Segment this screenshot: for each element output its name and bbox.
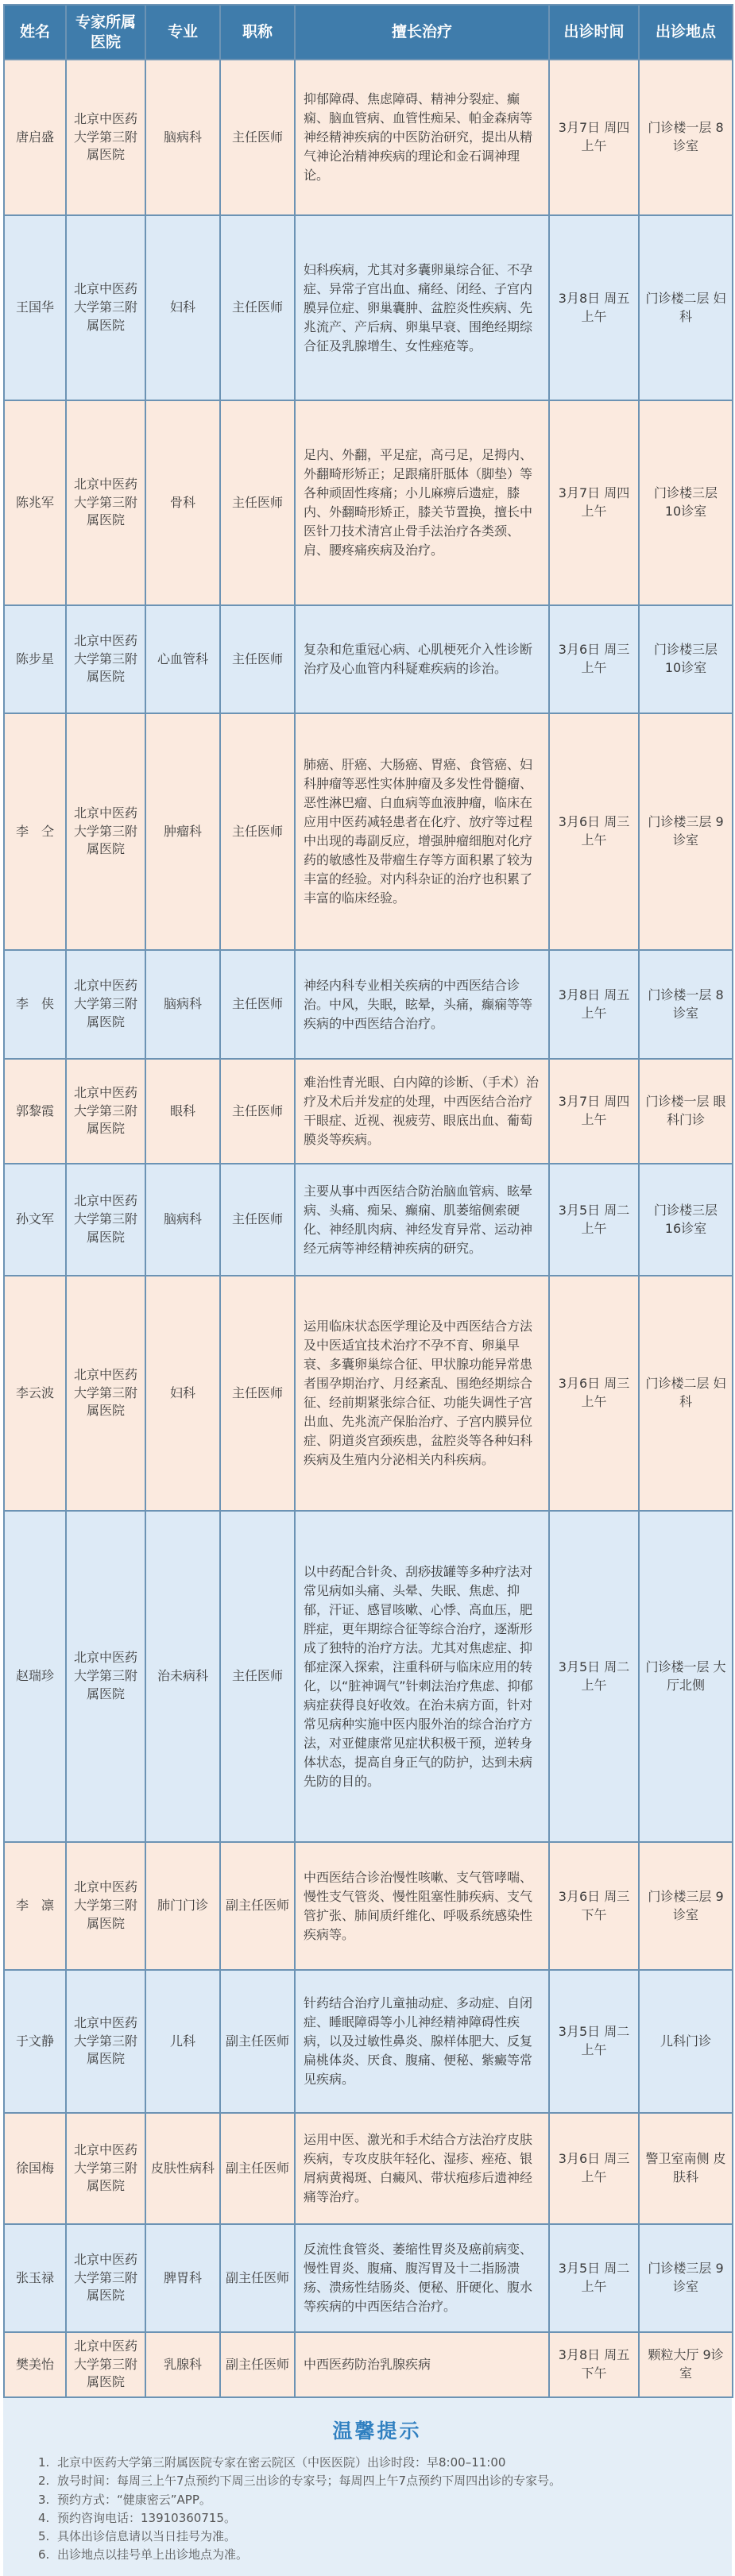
clinic-time: 3月6日 周三上午 [549, 1276, 639, 1511]
tips-panel [3, 2398, 732, 2576]
doctor-hospital: 北京中医药大学第三附属医院 [66, 950, 145, 1059]
tip-text: 预约咨询电话：13910360715。 [57, 2510, 236, 2525]
clinic-place: 门诊楼二层 妇科 [639, 1276, 733, 1511]
clinic-time: 3月8日 周五上午 [549, 215, 639, 400]
table-row [4, 2224, 733, 2332]
doctor-name: 陈兆军 [4, 400, 66, 605]
doctor-hospital: 北京中医药大学第三附属医院 [66, 60, 145, 215]
clinic-place: 门诊楼一层 8诊室 [639, 950, 733, 1059]
clinic-time: 3月6日 周三下午 [549, 1842, 639, 1970]
doctor-title: 副主任医师 [220, 2113, 295, 2224]
clinic-place: 门诊楼二层 妇科 [639, 215, 733, 400]
tip-item [38, 2454, 716, 2472]
header-specialty: 擅长治疗 [295, 5, 549, 60]
doctor-name: 樊美怡 [4, 2332, 66, 2397]
doctor-hospital: 北京中医药大学第三附属医院 [66, 1842, 145, 1970]
clinic-time: 3月5日 周二上午 [549, 1970, 639, 2113]
doctor-hospital: 北京中医药大学第三附属医院 [66, 1970, 145, 2113]
doctor-hospital: 北京中医药大学第三附属医院 [66, 605, 145, 713]
doctor-hospital: 北京中医药大学第三附属医院 [66, 2224, 145, 2332]
clinic-time: 3月8日 周五上午 [549, 950, 639, 1059]
doctor-title: 主任医师 [220, 1059, 295, 1164]
doctor-hospital: 北京中医药大学第三附属医院 [66, 2332, 145, 2397]
doctor-title: 副主任医师 [220, 2224, 295, 2332]
table-row [4, 713, 733, 950]
tip-text: 出诊地点以挂号单上出诊地点为准。 [57, 2547, 249, 2562]
tips-list [38, 2454, 716, 2565]
clinic-time: 3月5日 周二上午 [549, 1511, 639, 1842]
tip-item [38, 2546, 716, 2564]
clinic-place: 门诊楼三层 9诊室 [639, 1842, 733, 1970]
doctor-name: 郭黎霞 [4, 1059, 66, 1164]
doctor-specialty: 足内、外翻，平足症，高弓足，足拇内、外翻畸形矫正；足跟痛肝胝体（脚垫）等各种顽固性疼痛；小儿麻痹后遗症，膝内、外翻畸形矫正，膝关节置换，擅长中医针刀技术清宫止骨手法治疗各类颈、肩、腰疼痛疾病及治疗。 [295, 400, 549, 605]
doctor-name: 王国华 [4, 215, 66, 400]
header-dept: 专业 [145, 5, 220, 60]
header-row [4, 5, 733, 60]
doctor-hospital: 北京中医药大学第三附属医院 [66, 1059, 145, 1164]
doctor-title: 主任医师 [220, 1276, 295, 1511]
tips-title: 温馨提示 [332, 2420, 422, 2443]
clinic-place: 门诊楼一层 眼科门诊 [639, 1059, 733, 1164]
clinic-place: 门诊楼三层 9诊室 [639, 713, 733, 950]
clinic-time: 3月5日 周二上午 [549, 2224, 639, 2332]
schedule-rows [4, 60, 733, 2397]
clinic-time: 3月7日 周四上午 [549, 400, 639, 605]
doctor-name: 张玉禄 [4, 2224, 66, 2332]
doctor-specialty: 针药结合治疗儿童抽动症、多动症、自闭症、睡眠障碍等小儿神经精神障碍性疾病，以及过敏性鼻炎、腺样体肥大、反复扁桃体炎、厌食、腹痛、便秘、紫癜等常见疾病。 [295, 1970, 549, 2113]
doctor-specialty: 运用临床状态医学理论及中西医结合方法及中医适宜技术治疗不孕不育、卵巢早衰、多囊卵巢综合征、甲状腺功能异常患者围孕期治疗、月经紊乱、围绝经期综合征、经前期紧张综合征、功能失调性子宫出血、先兆流产保胎治疗、子宫内膜异位症、阴道炎宫颈疾患，盆腔炎等各种妇科疾病及生殖内分泌相关内科疾病。 [295, 1276, 549, 1511]
clinic-time: 3月7日 周四上午 [549, 1059, 639, 1164]
table-row [4, 400, 733, 605]
doctor-dept: 脑病科 [145, 950, 220, 1059]
doctor-specialty: 以中药配合针灸、刮痧拔罐等多种疗法对常见病如头痛、头晕、失眠、焦虑、抑郁，汗证、感冒咳嗽、心悸、高血压，肥胖症，更年期综合征等综合治疗，逐渐形成了独特的治疗方法。尤其对焦虑症、抑郁症深入探索，注重科研与临床应用的转化，以“脏神调气”针刺法治疗焦虑、抑郁病症获得良好收效。在治未病方面，针对常见病种实施中医内服外治的综合治疗方法，对亚健康常见症状积极干预，逆转身体状态，提高自身正气的防护，达到未病先防的目的。 [295, 1511, 549, 1842]
tip-item [38, 2509, 716, 2528]
doctor-dept: 心血管科 [145, 605, 220, 713]
doctor-specialty: 中西医结合诊治慢性咳嗽、支气管哮喘、慢性支气管炎、慢性阻塞性肺疾病、支气管扩张、肺间质纤维化、呼吸系统感染性疾病等。 [295, 1842, 549, 1970]
header-place: 出诊地点 [639, 5, 733, 60]
doctor-title: 主任医师 [220, 400, 295, 605]
doctor-dept: 肺门门诊 [145, 1842, 220, 1970]
tip-number: 5. [38, 2529, 50, 2544]
doctor-title: 副主任医师 [220, 1970, 295, 2113]
doctor-title: 主任医师 [220, 60, 295, 215]
header-title: 职称 [220, 5, 295, 60]
clinic-place: 门诊楼三层 10诊室 [639, 400, 733, 605]
tip-number: 6. [38, 2547, 50, 2562]
table-row [4, 2113, 733, 2224]
clinic-time: 3月5日 周二上午 [549, 1164, 639, 1276]
doctor-dept: 脑病科 [145, 60, 220, 215]
doctor-name: 唐启盛 [4, 60, 66, 215]
doctor-dept: 脾胃科 [145, 2224, 220, 2332]
doctor-dept: 眼科 [145, 1059, 220, 1164]
clinic-time: 3月6日 周三上午 [549, 605, 639, 713]
clinic-place: 警卫室南侧 皮肤科 [639, 2113, 733, 2224]
doctor-dept: 骨科 [145, 400, 220, 605]
doctor-title: 主任医师 [220, 1164, 295, 1276]
tip-number: 1. [38, 2455, 50, 2470]
doctor-specialty: 复杂和危重冠心病、心肌梗死介入性诊断治疗及心血管内科疑难疾病的诊治。 [295, 605, 549, 713]
table-row [4, 950, 733, 1059]
clinic-place: 门诊楼一层 8诊室 [639, 60, 733, 215]
table-row [4, 60, 733, 215]
doctor-specialty: 妇科疾病，尤其对多囊卵巢综合征、不孕症、异常子宫出血、痛经、闭经、子宫内膜异位症、卵巢囊肿、盆腔炎性疾病、先兆流产、产后病、卵巢早衰、围绝经期综合征及乳腺增生、女性痤疮等。 [295, 215, 549, 400]
table-row [4, 605, 733, 713]
doctor-name: 赵瑞珍 [4, 1511, 66, 1842]
table-row [4, 2332, 733, 2397]
clinic-place: 门诊楼一层 大厅北侧 [639, 1511, 733, 1842]
doctor-specialty: 主要从事中西医结合防治脑血管病、眩晕病、头痛、痴呆、癫痫、肌萎缩侧索硬化、神经肌肉病、神经发育异常、运动神经元病等神经精神疾病的研究。 [295, 1164, 549, 1276]
clinic-place: 颗粒大厅 9诊室 [639, 2332, 733, 2397]
tip-text: 具体出诊信息请以当日挂号为准。 [57, 2529, 237, 2544]
doctor-title: 主任医师 [220, 1511, 295, 1842]
tip-number: 2. [38, 2474, 50, 2489]
doctor-dept: 脑病科 [145, 1164, 220, 1276]
table-row [4, 1842, 733, 1970]
doctor-hospital: 北京中医药大学第三附属医院 [66, 713, 145, 950]
doctor-dept: 肿瘤科 [145, 713, 220, 950]
doctor-specialty: 抑郁障碍、焦虑障碍、精神分裂症、癫痫、脑血管病、血管性痴呆、帕金森病等神经精神疾病的中医防治研究，提出从精气神论治精神疾病的理论和金石调神理论。 [295, 60, 549, 215]
clinic-place: 门诊楼三层 9诊室 [639, 2224, 733, 2332]
doctor-name: 李 仝 [4, 713, 66, 950]
doctor-specialty: 难治性青光眼、白内障的诊断、（手术）治疗及术后并发症的处理，中西医结合治疗干眼症、近视、视疲劳、眼底出血、葡萄膜炎等疾病。 [295, 1059, 549, 1164]
doctor-dept: 乳腺科 [145, 2332, 220, 2397]
doctor-name: 于文静 [4, 1970, 66, 2113]
clinic-time: 3月8日 周五下午 [549, 2332, 639, 2397]
doctor-hospital: 北京中医药大学第三附属医院 [66, 215, 145, 400]
doctor-dept: 妇科 [145, 215, 220, 400]
doctor-specialty: 运用中医、激光和手术结合方法治疗皮肤疾病，专攻皮肤年轻化、湿疹、痤疮、银屑病黄褐斑、白癜风、带状疱疹后遗神经痛等治疗。 [295, 2113, 549, 2224]
clinic-time: 3月6日 周三上午 [549, 2113, 639, 2224]
table-row [4, 1276, 733, 1511]
doctor-name: 李 凛 [4, 1842, 66, 1970]
doctor-hospital: 北京中医药大学第三附属医院 [66, 1164, 145, 1276]
clinic-place: 门诊楼三层 10诊室 [639, 605, 733, 713]
table-row [4, 1164, 733, 1276]
doctor-name: 李云波 [4, 1276, 66, 1511]
tip-text: 北京中医药大学第三附属医院专家在密云院区（中医医院）出诊时段：早8:00–11:00 [57, 2455, 506, 2470]
tip-number: 4. [38, 2510, 50, 2525]
doctor-specialty: 反流性食管炎、萎缩性胃炎及癌前病变、慢性胃炎、腹痛、腹泻胃及十二指肠溃疡、溃疡性结肠炎、便秘、肝硬化、腹水等疾病的中西医结合治疗。 [295, 2224, 549, 2332]
doctor-name: 孙文军 [4, 1164, 66, 1276]
doctor-hospital: 北京中医药大学第三附属医院 [66, 1276, 145, 1511]
doctor-title: 主任医师 [220, 215, 295, 400]
table-row [4, 1511, 733, 1842]
doctor-name: 李 侠 [4, 950, 66, 1059]
tip-item [38, 2491, 716, 2509]
doctor-specialty: 中西医药防治乳腺疾病 [295, 2332, 549, 2397]
header-name: 姓名 [4, 5, 66, 60]
schedule-table [3, 4, 733, 2398]
clinic-place: 儿科门诊 [639, 1970, 733, 2113]
table-row [4, 1970, 733, 2113]
doctor-dept: 妇科 [145, 1276, 220, 1511]
tip-text: 放号时间：每周三上午7点预约下周三出诊的专家号；每周四上午7点预约下周四出诊的专家号。 [57, 2474, 562, 2489]
doctor-name: 徐国梅 [4, 2113, 66, 2224]
tip-item [38, 2528, 716, 2546]
header-time: 出诊时间 [549, 5, 639, 60]
doctor-dept: 儿科 [145, 1970, 220, 2113]
clinic-place: 门诊楼三层 16诊室 [639, 1164, 733, 1276]
header-hospital: 专家所属医院 [66, 5, 145, 60]
doctor-hospital: 北京中医药大学第三附属医院 [66, 1511, 145, 1842]
doctor-dept: 皮肤性病科 [145, 2113, 220, 2224]
doctor-title: 主任医师 [220, 950, 295, 1059]
doctor-specialty: 肺癌、肝癌、大肠癌、胃癌、食管癌、妇科肿瘤等恶性实体肿瘤及多发性骨髓瘤、恶性淋巴瘤、白血病等血液肿瘤，临床在应用中医药减轻患者在化疗、放疗等过程中出现的毒副反应，增强肿瘤细胞对化疗药的敏感性及带瘤生存等方面积累了较为丰富的经验。对内科杂证的治疗也积累了丰富的临床经验。 [295, 713, 549, 950]
table-row [4, 1059, 733, 1164]
tip-number: 3. [38, 2492, 50, 2507]
doctor-hospital: 北京中医药大学第三附属医院 [66, 2113, 145, 2224]
doctor-title: 副主任医师 [220, 1842, 295, 1970]
table-row [4, 215, 733, 400]
tip-text: 预约方式：“健康密云”APP。 [57, 2492, 211, 2507]
doctor-dept: 治未病科 [145, 1511, 220, 1842]
clinic-time: 3月7日 周四上午 [549, 60, 639, 215]
doctor-name: 陈步星 [4, 605, 66, 713]
tip-item [38, 2472, 716, 2490]
doctor-specialty: 神经内科专业相关疾病的中西医结合诊治。中风，失眠，眩晕，头痛，癫痫等等疾病的中西医结合治疗。 [295, 950, 549, 1059]
doctor-title: 主任医师 [220, 713, 295, 950]
doctor-title: 主任医师 [220, 605, 295, 713]
clinic-time: 3月6日 周三上午 [549, 713, 639, 950]
doctor-hospital: 北京中医药大学第三附属医院 [66, 400, 145, 605]
doctor-title: 副主任医师 [220, 2332, 295, 2397]
